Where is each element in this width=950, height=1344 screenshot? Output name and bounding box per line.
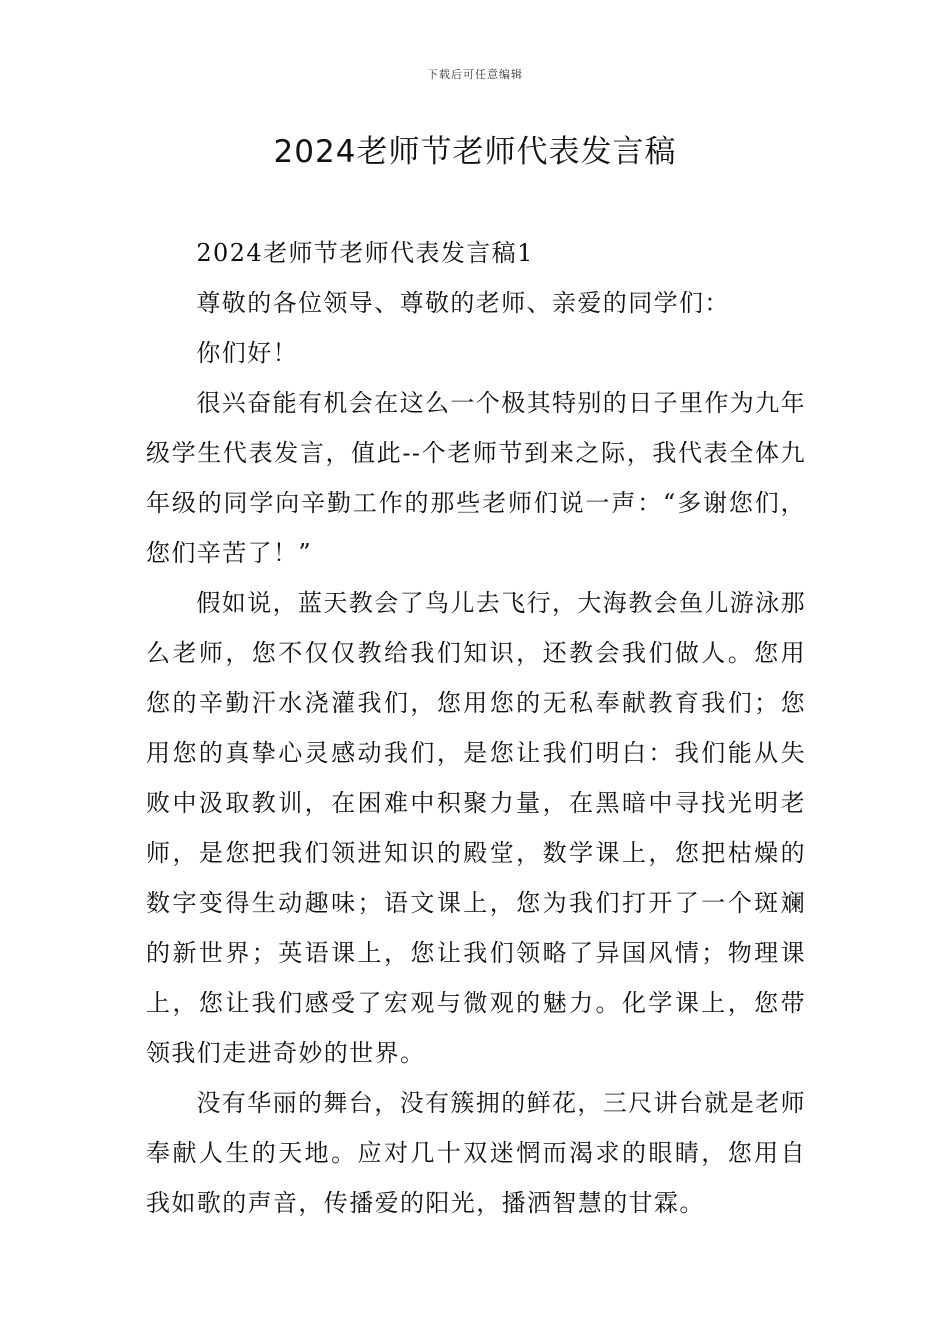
header-note: 下载后可任意编辑 [427,68,523,81]
subtitle-paragraph: 2024老师节老师代表发言稿1 [196,239,534,267]
body-paragraph: 很兴奋能有机会在这么一个极其特别的日子里作为九年级学生代表发言，值此--个老师节到来之际，我代表全体九年级的同学向辛勤工作的那些老师们说一声：“多谢您们，您们辛苦了！” [146,389,806,567]
body-paragraph: 没有华丽的舞台，没有簇拥的鲜花，三尺讲台就是老师奉献人生的天地。应对几十双迷惘而渴求的眼睛，您用自我如歌的声音，传播爱的阳光，播洒智慧的甘霖。 [146,1089,806,1217]
greeting-paragraph: 你们好！ [196,339,298,367]
document-title: 2024老师节老师代表发言稿 [273,134,677,170]
document-body [146,228,806,1228]
salutation-paragraph: 尊敬的各位领导、尊敬的老师、亲爱的同学们： [196,289,730,317]
body-paragraph: 假如说，蓝天教会了鸟儿去飞行，大海教会鱼儿游泳那么老师，您不仅仅教给我们知识，还教会我们做人。您用您的辛勤汗水浇灌我们，您用您的无私奉献教育我们；您用您的真挚心灵感动我们，是您让我们明白：我们能从失败中汲取教训，在困难中积聚力量，在黑暗中寻找光明老师，是您把我们领进知识的殿堂，数学课上，您把枯燥的数字变得生动趣味；语文课上，您为我们打开了一个斑斓的新世界；英语课上，您让我们领略了异国风情；物理课上，您让我们感受了宏观与微观的魅力。化学课上，您带领我们走进奇妙的世界。 [146,589,806,1067]
